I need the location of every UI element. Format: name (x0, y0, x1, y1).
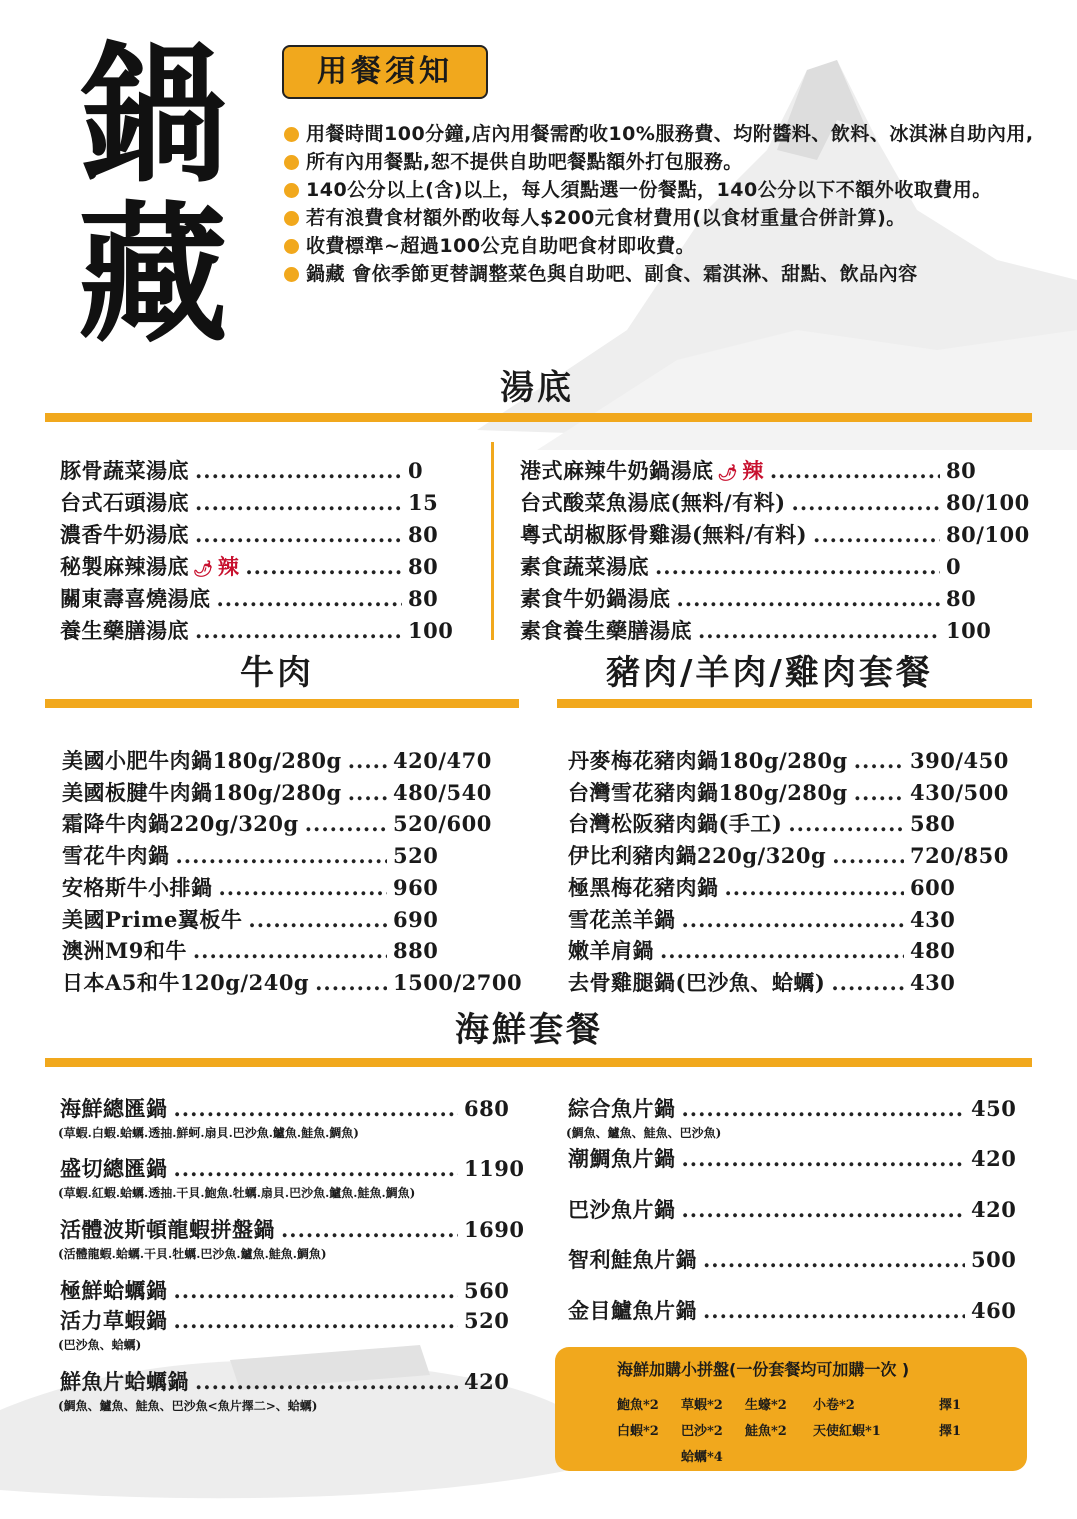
menu-item-price: 430 (910, 906, 956, 932)
addon-item: 天使紅蝦*1 (813, 1424, 881, 1439)
leader-dots (677, 586, 941, 611)
leader-dots (770, 458, 940, 483)
leader-dots (660, 938, 904, 963)
logo-char-top: 鍋 (78, 27, 229, 203)
leader-dots (217, 586, 403, 611)
chili-icon: 🌶 (717, 463, 739, 482)
menu-item-name: 濃香牛奶湯底 (60, 522, 189, 547)
menu-item-name: 澳洲M9和牛 (62, 938, 187, 964)
addon-item: 蛤蠣*4 (681, 1450, 723, 1465)
menu-item-price: 430/500 (910, 779, 1009, 805)
menu-row (60, 1275, 594, 1305)
menu-item-name: 雪花羔羊鍋 (568, 906, 676, 932)
leader-dots (174, 1096, 459, 1121)
leader-dots (195, 522, 402, 547)
leader-dots (193, 938, 387, 963)
menu-item-name: 潮鯛魚片鍋 (568, 1146, 676, 1171)
logo-char-bottom: 藏 (78, 187, 229, 363)
menu-item-price: 390/450 (910, 748, 1009, 773)
soup-divider (45, 413, 1032, 422)
menu-item-price: 80 (408, 554, 439, 579)
menu-row (62, 745, 523, 775)
leader-dots (245, 554, 402, 579)
menu-item-name: 豚骨蔬菜湯底 (60, 458, 189, 483)
menu-item-name: 巴沙魚片鍋 (568, 1197, 676, 1222)
menu-item-name: 去骨雞腿鍋(巴沙魚、蛤蠣) (568, 969, 826, 995)
menu-item-note: (鯛魚、鱸魚、鮭魚、巴沙魚<魚片擇二>、蛤蠣) (58, 1399, 318, 1413)
menu-row (568, 1093, 1077, 1123)
menu-item-name: 極鮮蛤蠣鍋 (60, 1278, 168, 1303)
seafood-divider (45, 1058, 1032, 1067)
menu-item-price: 80 (946, 586, 977, 611)
menu-row (62, 935, 523, 965)
leader-dots (305, 811, 387, 836)
menu-row (60, 519, 538, 549)
leader-dots (703, 1247, 965, 1272)
addon-item: 鮭魚*2 (745, 1424, 787, 1439)
menu-item-name: 日本A5和牛120g/240g (62, 969, 310, 995)
leader-dots (832, 843, 904, 868)
menu-item-name: 活力草蝦鍋 (60, 1308, 168, 1333)
menu-item-price: 420 (464, 1369, 510, 1394)
menu-item-price: 460 (971, 1298, 1017, 1323)
menu-row (568, 935, 1040, 965)
menu-item-price: 880 (393, 938, 439, 964)
leader-dots (348, 748, 387, 773)
addon-item: 巴沙*2 (681, 1424, 723, 1439)
leader-dots (788, 811, 904, 836)
menu-item-name: 美國板腱牛肉鍋180g/280g (62, 779, 342, 805)
menu-item-name: 關東壽喜燒湯底 (60, 586, 211, 611)
menu-row (60, 1214, 594, 1244)
menu-row (60, 583, 538, 613)
menu-row (568, 808, 1040, 838)
menu-item-price: 580 (910, 811, 956, 837)
menu-item-price: 560 (464, 1278, 510, 1303)
menu-row (60, 551, 538, 581)
leader-dots (792, 490, 940, 515)
menu-item-name: 台灣松阪豬肉鍋(手工) (568, 811, 783, 837)
menu-row (520, 519, 1076, 549)
menu-item-name: 霜降牛肉鍋220g/320g (62, 811, 299, 837)
menu-item-note: (活體龍蝦.蛤蠣.干貝.牡蠣.巴沙魚.鱸魚.鮭魚.鯛魚) (58, 1247, 327, 1261)
seafood-section-title: 海鮮套餐 (455, 1010, 603, 1050)
menu-item-price: 1690 (464, 1217, 525, 1242)
menu-item-name: 養生藥膳湯底 (60, 618, 189, 643)
menu-item-price: 420/470 (393, 748, 492, 773)
leader-dots (174, 1278, 459, 1303)
menu-row (568, 1143, 1077, 1173)
addon-item: 生蠔*2 (745, 1398, 787, 1413)
chili-icon: 🌶 (193, 559, 214, 578)
menu-item-name: 智利鮭魚片鍋 (568, 1247, 697, 1272)
leader-dots (703, 1298, 965, 1323)
leader-dots (698, 618, 940, 643)
spicy-label: 辣 (742, 458, 764, 483)
menu-row (60, 1093, 594, 1123)
notice-item: 所有內用餐點,恕不提供自助吧餐點額外打包服務。 (284, 148, 1054, 176)
menu-item-name: 嫩羊肩鍋 (568, 938, 654, 964)
menu-row (62, 904, 523, 934)
menu-item-price: 80/100 (946, 522, 1030, 547)
notice-item: 140公分以上(含)以上，每人須點選一份餐點，140公分以下不額外收取費用。 (284, 176, 1054, 204)
menu-item-price: 430 (910, 969, 956, 995)
menu-item-name: 美國Prime翼板牛 (62, 906, 243, 932)
menu-item-price: 1500/2700 (393, 969, 523, 995)
menu-item-price: 450 (971, 1096, 1017, 1121)
menu-row (568, 967, 1040, 997)
menu-item-price: 100 (946, 618, 992, 643)
menu-row (568, 745, 1040, 775)
menu-item-price: 520 (393, 843, 439, 869)
menu-item-name: 台式石頭湯底 (60, 490, 189, 515)
menu-row (60, 455, 538, 485)
beef-section-title: 牛肉 (240, 653, 314, 693)
menu-item-name: 素食蔬菜湯底 (520, 554, 649, 579)
menu-item-name: 綜合魚片鍋 (568, 1096, 676, 1121)
menu-item-name: 鮮魚片蛤蠣鍋 (60, 1369, 189, 1394)
notice-item: 若有浪費食材額外酌收每人$200元食材費用(以食材重量合併計算)。 (284, 204, 1054, 232)
menu-item-price: 420 (971, 1146, 1017, 1171)
menu-row (60, 1366, 594, 1396)
beef-divider (45, 699, 519, 708)
menu-item-note: (鯛魚、鱸魚、鮭魚、巴沙魚) (566, 1126, 722, 1140)
menu-item-price: 100 (408, 618, 454, 643)
leader-dots (248, 907, 387, 932)
pork-divider (557, 699, 1032, 708)
brand-logo (40, 27, 260, 380)
menu-row (60, 1305, 594, 1335)
menu-item-name: 海鮮總匯鍋 (60, 1096, 168, 1121)
menu-item-price: 520/600 (393, 811, 492, 837)
notice-item: 用餐時間100分鐘,店內用餐需酌收10%服務費、均附醬料、飲料、冰淇淋自助內用, (284, 120, 1054, 148)
menu-item-name: 活體波斯頓龍蝦拼盤鍋 (60, 1217, 275, 1242)
leader-dots (315, 970, 387, 995)
menu-row (520, 455, 1076, 485)
menu-item-name: 台式酸菜魚湯底(無料/有料) (520, 490, 786, 515)
menu-item-name: 極黑梅花豬肉鍋 (568, 874, 719, 900)
menu-row (568, 777, 1040, 807)
menu-item-name: 丹麥梅花豬肉鍋180g/280g (568, 748, 848, 773)
addon-item: 鮑魚*2 (617, 1398, 659, 1413)
menu-row (568, 904, 1040, 934)
menu-row (568, 1194, 1077, 1224)
notice-list (284, 120, 1054, 288)
menu-row (568, 840, 1040, 870)
leader-dots (281, 1217, 458, 1242)
spicy-label: 辣 (217, 554, 240, 579)
menu-item-name: 粵式胡椒豚骨雞湯(無料/有料) (520, 522, 808, 547)
menu-item-price: 0 (408, 458, 424, 483)
leader-dots (813, 522, 940, 547)
leader-dots (195, 458, 402, 483)
menu-item-name: 素食養生藥膳湯底 (520, 618, 692, 643)
menu-row (520, 615, 1076, 645)
menu-row (60, 487, 538, 517)
addon-title: 海鮮加購小拼盤(一份套餐均可加購一次 ) (617, 1360, 910, 1379)
leader-dots (195, 490, 402, 515)
leader-dots (195, 618, 402, 643)
notice-item: 鍋藏 會依季節更替調整菜色與自助吧、副食、霜淇淋、甜點、飲品內容 (284, 260, 1054, 288)
menu-item-price: 520 (464, 1308, 510, 1333)
addon-item: 草蝦*2 (681, 1398, 723, 1413)
menu-item-name: 盛切總匯鍋 (60, 1156, 168, 1181)
leader-dots (682, 1096, 966, 1121)
menu-row (60, 1153, 594, 1183)
menu-item-price: 500 (971, 1247, 1017, 1272)
menu-row (62, 872, 523, 902)
addon-item: 白蝦*2 (617, 1424, 659, 1439)
leader-dots (195, 1369, 458, 1394)
leader-dots (854, 780, 904, 805)
leader-dots (682, 1146, 966, 1171)
menu-item-note: (草蝦.紅蝦.蛤蠣.透抽.干貝.鮑魚.牡蠣.扇貝.巴沙魚.鱸魚.鮭魚.鯛魚) (58, 1186, 416, 1200)
leader-dots (174, 1308, 459, 1333)
menu-row (568, 1295, 1077, 1325)
menu-item-name: 素食牛奶鍋湯底 (520, 586, 671, 611)
menu-row (62, 967, 523, 997)
notice-title: 用餐須知 (282, 45, 488, 99)
menu-item-price: 690 (393, 906, 439, 932)
leader-dots (854, 748, 904, 773)
menu-item-price: 1190 (464, 1156, 525, 1181)
leader-dots (725, 875, 905, 900)
menu-row (520, 487, 1076, 517)
menu-row (62, 777, 523, 807)
menu-row (62, 840, 523, 870)
leader-dots (831, 970, 904, 995)
leader-dots (219, 875, 388, 900)
notice-item: 收費標準~超過100公克自助吧食材即收費。 (284, 232, 1054, 260)
menu-item-name: 美國小肥牛肉鍋180g/280g (62, 748, 342, 773)
menu-item-price: 80/100 (946, 490, 1030, 515)
menu-row (568, 872, 1040, 902)
menu-item-price: 0 (946, 554, 962, 579)
menu-item-price: 600 (910, 874, 956, 900)
addon-choice: 擇1 (939, 1424, 962, 1439)
menu-item-price: 80 (408, 522, 439, 547)
menu-item-price: 480/540 (393, 779, 492, 805)
menu-item-name: 雪花牛肉鍋 (62, 843, 170, 869)
menu-row (60, 615, 538, 645)
menu-item-name: 金目鱸魚片鍋 (568, 1298, 697, 1323)
leader-dots (682, 1197, 966, 1222)
menu-item-price: 480 (910, 938, 956, 964)
menu-item-name: 港式麻辣牛奶鍋湯底 (520, 458, 714, 483)
menu-item-note: (草蝦.白蝦.蛤蠣.透抽.鮮蚵.扇貝.巴沙魚.鱸魚.鮭魚.鯛魚) (58, 1126, 359, 1140)
addon-platter-box (555, 1347, 1027, 1471)
menu-row (520, 551, 1076, 581)
menu-item-name: 秘製麻辣湯底 (60, 554, 189, 579)
menu-item-price: 420 (971, 1197, 1017, 1222)
menu-item-price: 960 (393, 874, 439, 900)
menu-item-price: 720/850 (910, 843, 1009, 869)
leader-dots (682, 907, 905, 932)
addon-choice: 擇1 (939, 1398, 962, 1413)
menu-item-note: (巴沙魚、蛤蠣) (58, 1338, 142, 1352)
menu-item-name: 台灣雪花豬肉鍋180g/280g (568, 779, 848, 805)
menu-row (520, 583, 1076, 613)
leader-dots (655, 554, 940, 579)
menu-row (568, 1244, 1077, 1274)
pork-section-title: 豬肉/羊肉/雞肉套餐 (606, 653, 933, 693)
menu-item-name: 伊比利豬肉鍋220g/320g (568, 843, 827, 869)
menu-item-name: 安格斯牛小排鍋 (62, 874, 213, 900)
leader-dots (176, 843, 388, 868)
menu-row (62, 808, 523, 838)
leader-dots (348, 780, 387, 805)
menu-item-price: 80 (946, 458, 977, 483)
menu-item-price: 80 (408, 586, 439, 611)
addon-item: 小卷*2 (813, 1398, 855, 1413)
leader-dots (174, 1156, 459, 1181)
soup-section-title: 湯底 (500, 368, 574, 408)
menu-item-price: 15 (408, 490, 439, 515)
menu-item-price: 680 (464, 1096, 510, 1121)
